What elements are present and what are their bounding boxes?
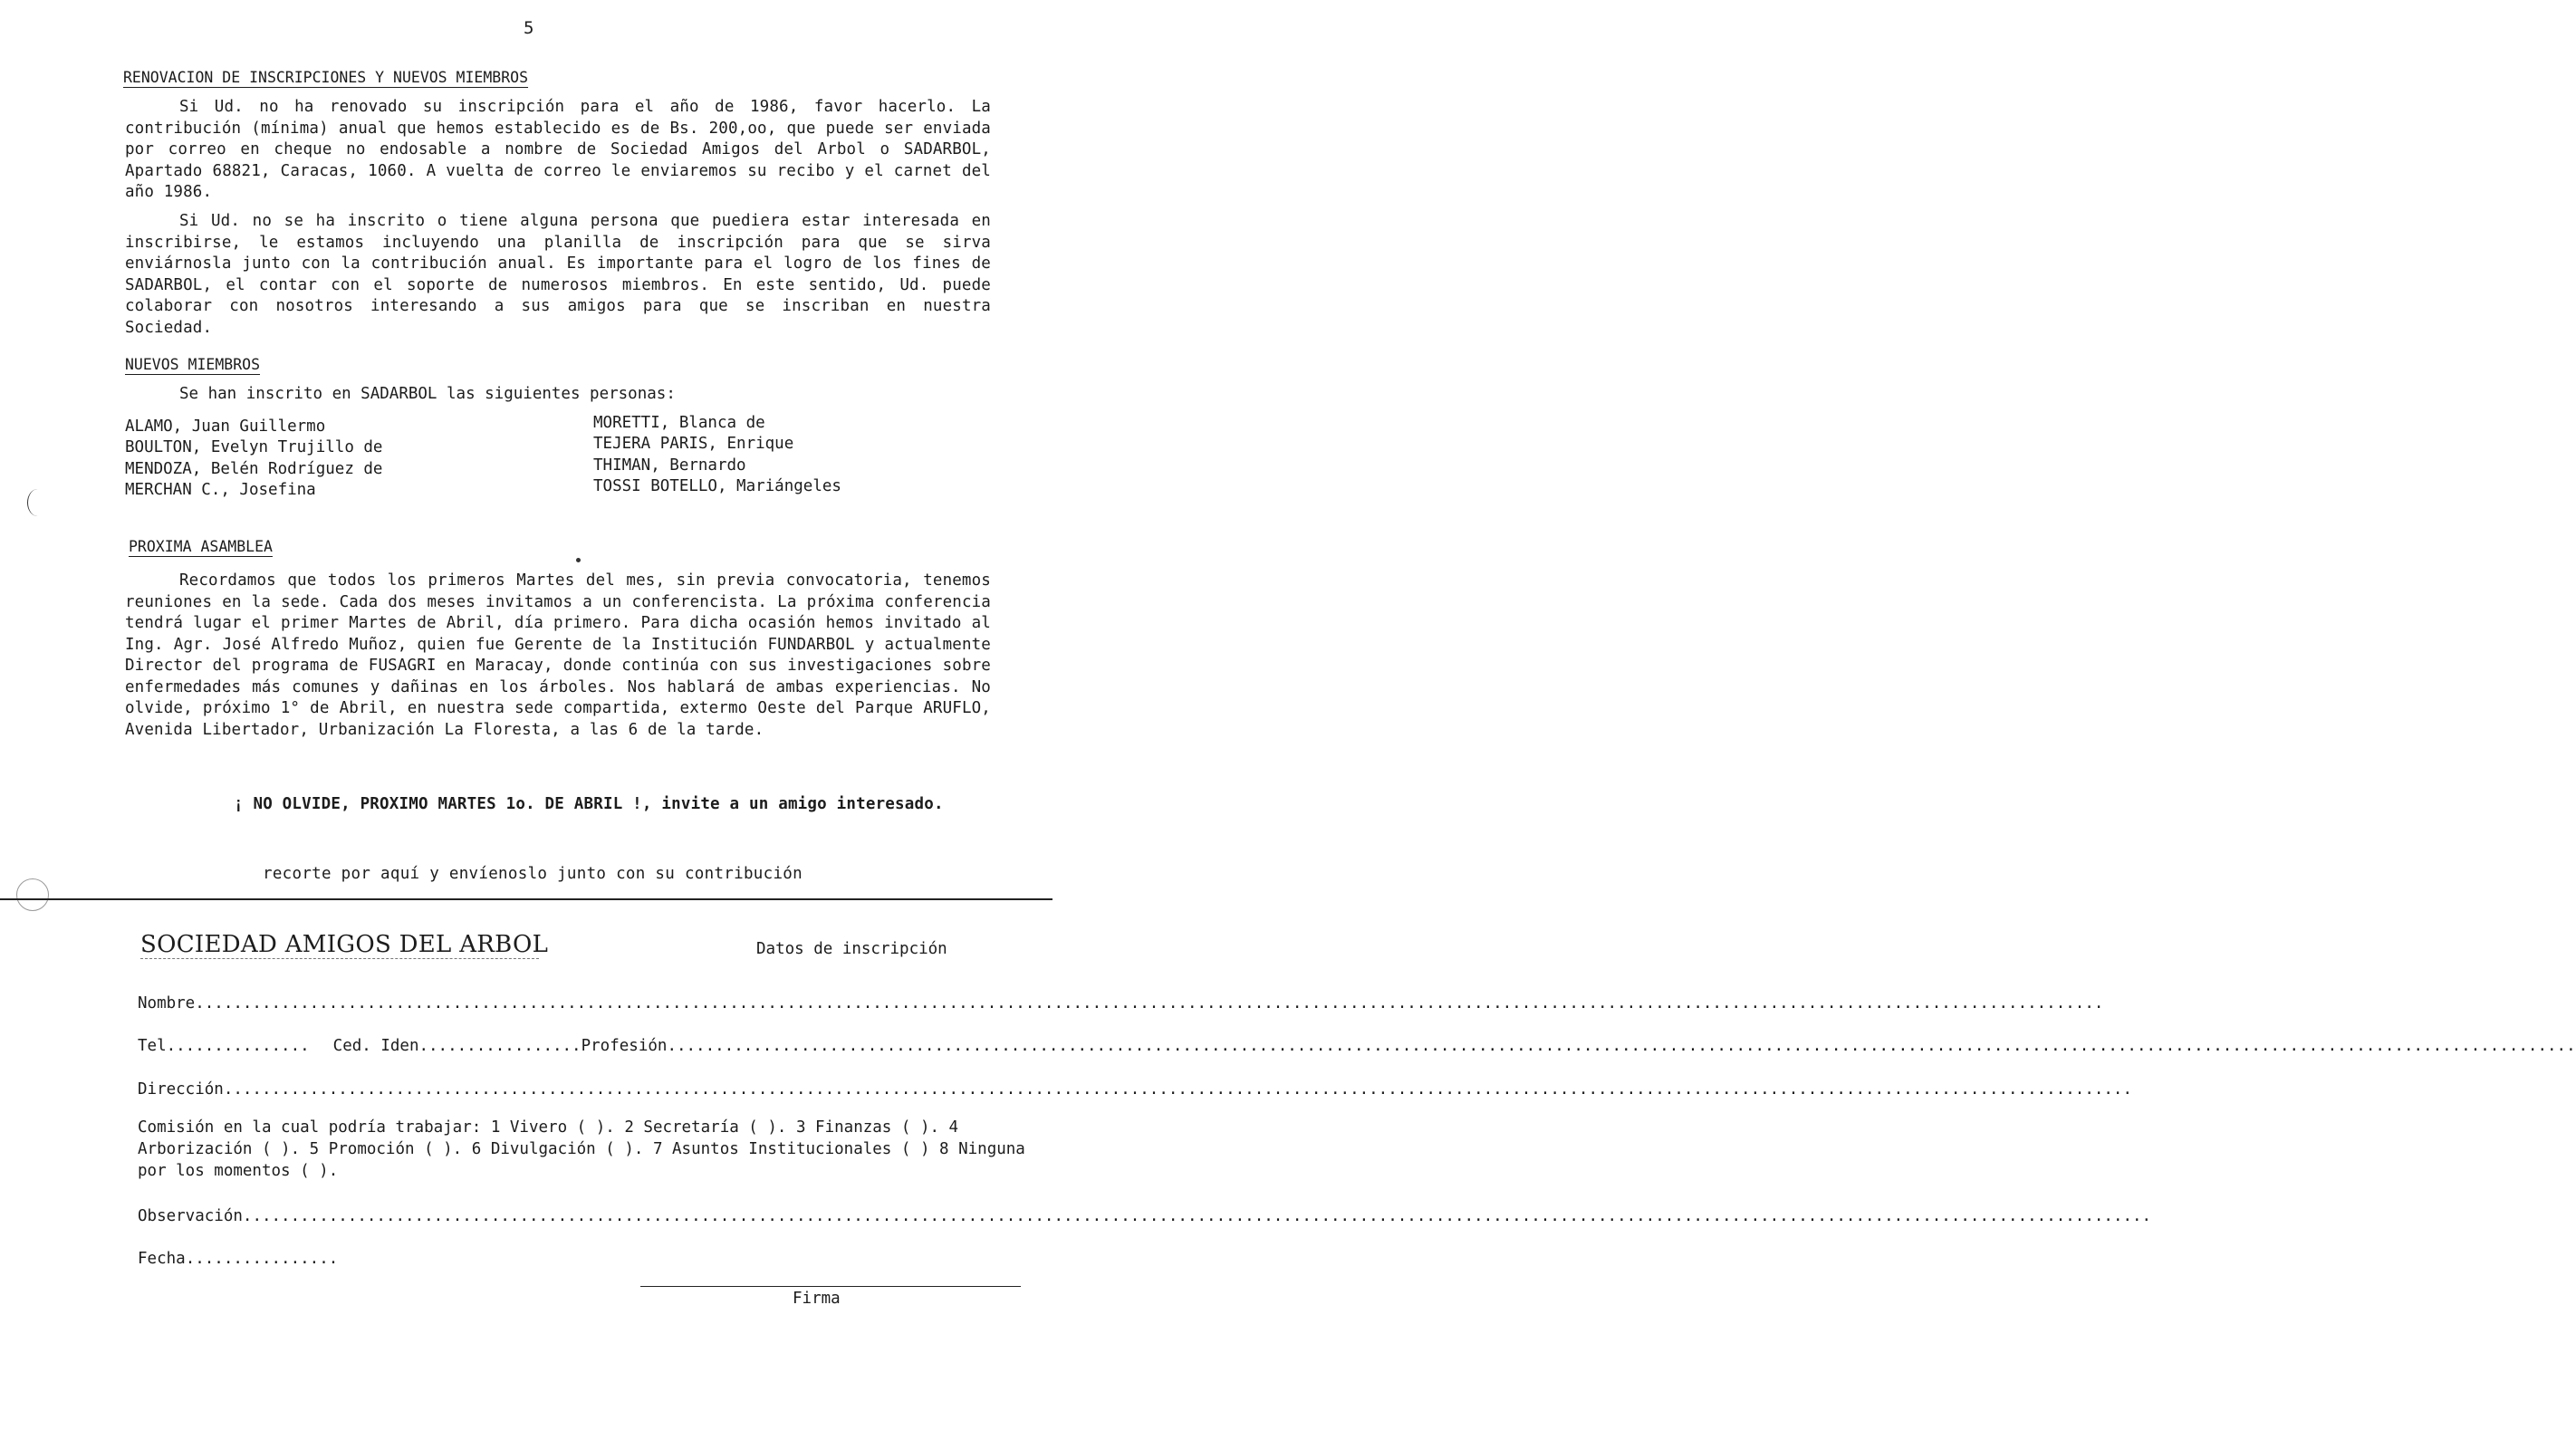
ced-field[interactable] [333,1037,582,1055]
renovacion-text-1: Si Ud. no ha renovado su inscripción para el año de 1986, favor hacerlo. La contribución (mínima) anual que hemos establecido es de Bs. 200,oo, que puede ser enviada por correo en cheque no endosable a nombre de Sociedad Amigos del Arbol o SADARBOL, Apartado 68821, Caracas, 1060. A vuelta de correo le enviaremos su recibo y el carnet del año 1986. [125,98,991,201]
society-name: SOCIEDAD AMIGOS DEL ARBOL [140,931,549,958]
member-name: MORETTI, Blanca de [593,414,765,432]
comision-field[interactable]: Comisión en la cual podría trabajar: 1 Vivero ( ). 2 Secretaría ( ). 3 Finanzas ( ). 4 Arborización ( ). 5 Promoción ( ). 6 Divulgación ( ). 7 Asuntos Institucionales ( ) 8 Ninguna por los momentos ( ). [138,1118,1025,1180]
tel-label: Tel [138,1037,167,1055]
renovacion-paragraph-2 [125,211,991,339]
dotted-leader: ........................................................................................................................................................................................................ [667,1037,2576,1055]
tel-field[interactable] [138,1037,310,1055]
dotted-leader: ........................................................................................................................................................................................................ [195,994,2104,1012]
cut-line [0,898,1053,900]
dotted-leader: ................ [185,1250,339,1268]
ced-label: Ced. Iden [332,1037,419,1055]
renovacion-text-2: Si Ud. no se ha inscrito o tiene alguna persona que puediera estar interesada en inscribirse, le estamos incluyendo una planilla de inscripción para que se sirva enviárnosla junto con la contribución anual. Es importante para el logro de los fines de SADARBOL, el contar con el soporte de numerosos miembros. En este sentido, Ud. puede colaborar con nosotros interesando a sus amigos para que se inscriban en nuestra Sociedad. [125,212,991,337]
signature-line[interactable] [640,1286,1021,1287]
member-name: THIMAN, Bernardo [593,456,746,475]
brand-underline [140,958,539,959]
renovacion-paragraph-1 [125,97,991,204]
page-number: 5 [524,18,534,38]
observacion-label: Observación [138,1207,243,1225]
fecha-label: Fecha [138,1250,186,1268]
signature-label: Firma [793,1290,841,1308]
member-name: BOULTON, Evelyn Trujillo de [125,438,383,457]
member-name: MERCHAN C., Josefina [125,480,316,499]
form-subtitle: Datos de inscripción [756,940,947,958]
reminder-line: ¡ NO OLVIDE, PROXIMO MARTES 1o. DE ABRIL !, invite a un amigo interesado. [234,795,944,813]
dotted-leader: ........................................................................................................................................................................................................ [242,1207,2152,1225]
punch-hole-mark [27,489,48,516]
nombre-field[interactable] [138,994,2104,1012]
punch-hole [16,878,49,911]
direccion-label: Dirección [138,1080,224,1099]
fecha-field[interactable] [138,1250,1043,1268]
observacion-field[interactable] [138,1207,2152,1225]
dotted-leader: ........................................................................................................................................................................................................ [223,1080,2133,1099]
proxima-asamblea-heading: PROXIMA ASAMBLEA [129,538,273,555]
dotted-leader: ............... [166,1037,310,1055]
members-right-column [593,413,841,497]
ink-dot [576,558,581,562]
dotted-leader: ................. [418,1037,582,1055]
nombre-label: Nombre [138,994,196,1012]
member-name: TOSSI BOTELLO, Mariángeles [593,476,841,495]
profesion-field[interactable] [582,1037,2576,1055]
cut-instruction: recorte por aquí y envíenoslo junto con su contribución [263,865,803,883]
member-name: MENDOZA, Belén Rodríguez de [125,459,383,478]
tel-row [138,1037,2576,1055]
profesion-label: Profesión [581,1037,668,1055]
direccion-field[interactable] [138,1080,2133,1099]
asamblea-text: Recordamos que todos los primeros Martes del mes, sin previa convocatoria, tenemos reuniones en la sede. Cada dos meses invitamos a un conferencista. La próxima conferencia tendrá lugar el primer Martes de Abril, día primero. Para dicha ocasión hemos invitado al Ing. Agr. José Alfredo Muñoz, quien fue Gerente de la Institución FUNDARBOL y actualmente Director del programa de FUSAGRI en Maracay, donde continúa con sus investigaciones sobre enfermedades más comunes y dañinas en los árboles. Nos hablará de ambas experiencias. No olvide, próximo 1° de Abril, en nuestra sede compartida, extermo Oeste del Parque ARUFLO, Avenida Libertador, Urbanización La Floresta, a las 6 de la tarde. [125,571,991,739]
member-name: ALAMO, Juan Guillermo [125,417,326,436]
members-left-column [125,417,382,501]
member-name: TEJERA PARIS, Enrique [593,435,794,454]
asamblea-paragraph [125,571,991,741]
nuevos-miembros-intro: Se han inscrito en SADARBOL las siguientes personas: [179,385,676,403]
renovacion-heading: RENOVACION DE INSCRIPCIONES Y NUEVOS MIEMBROS [123,69,529,86]
nuevos-miembros-heading: NUEVOS MIEMBROS [125,356,261,373]
